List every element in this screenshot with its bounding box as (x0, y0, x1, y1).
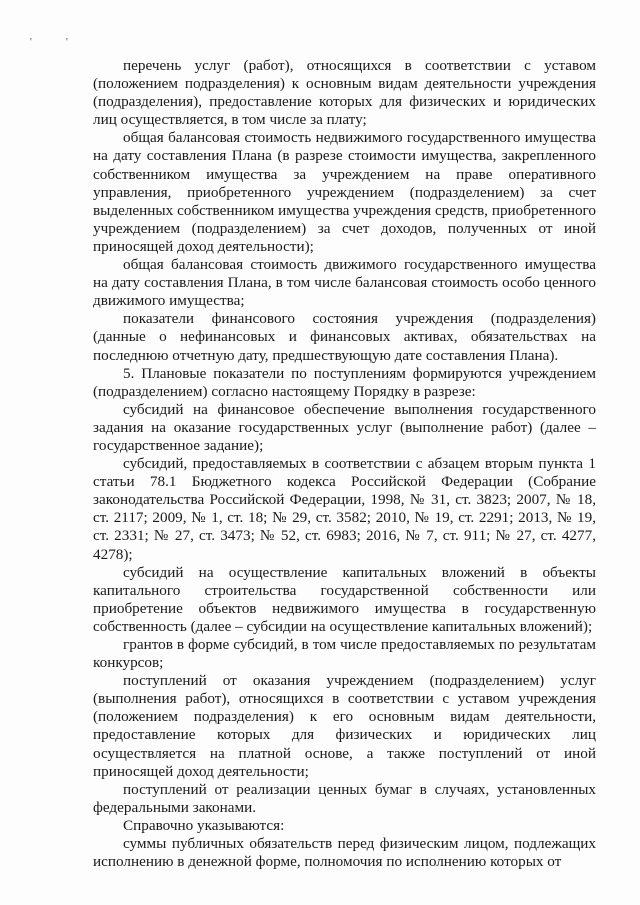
paragraph-real-estate-value: общая балансовая стоимость недвижимого государственного имущества на дату составления Плана (в разрезе стоимости имущества, закрепленного собственником имущества за учреждением на праве оперативного управления, приобретенного учреждением (подразделением) за счет выделенных собственником имущества учреждения средств, приобретенного учреждением (подразделением) за счет доходов, полученных от иной приносящей доход деятельности); (93, 129, 596, 255)
paragraph-financial-indicators: показатели финансового состояния учреждения (подразделения) (данные о нефинансовых и финансовых активах, обязательствах на последнюю отчетную дату, предшествующую дате составления Плана). (93, 310, 596, 364)
paragraph-securities: поступлений от реализации ценных бумаг в случаях, установленных федеральными законами. (93, 780, 596, 816)
paragraph-service-revenue: поступлений от оказания учреждением (подразделением) услуг (выполнения работ), относящихся в соответствии с уставом учреждения (положением подразделения) к его основным видам деятельности, предоставление которых для физических и юридических лиц осуществляется на платной основе, а также поступлений от иной приносящей доход деятельности; (93, 672, 596, 780)
paragraph-grants: грантов в форме субсидий, в том числе предоставляемых по результатам конкурсов; (93, 636, 596, 672)
paragraph-subsidy-capital-investment: субсидий на осуществление капитальных вложений в объекты капитального строительства государственной собственности или приобретение объектов недвижимого имущества в государственную собственность (далее – субсидии на осуществление капитальных вложений); (93, 563, 596, 635)
paragraph-movable-property-value: общая балансовая стоимость движимого государственного имущества на дату составления Плана, в том числе балансовая стоимость особо ценного движимого имущества; (93, 256, 596, 310)
scan-mark: ' (66, 37, 68, 48)
paragraph-section-5: 5. Плановые показатели по поступлениям формируются учреждением (подразделением) согласно настоящему Порядку в разрезе: (93, 364, 596, 400)
paragraph-subsidy-article-78: субсидий, предоставляемых в соответствии с абзацем вторым пункта 1 статьи 78.1 Бюджетного кодекса Российской Федерации (Собрание законодательства Российской Федерации, 1998, № 31, ст. 3823; 2007, № 18, ст. 2117; 2009, № 1, ст. 18; № 29, ст. 3582; 2010, № 19, ст. 2291; 2013, № 19, ст. 2331; № 27, ст. 3473; № 52, ст. 6983; 2016, № 7, ст. 911; № 27, ст. 4277, 4278); (93, 455, 596, 563)
document-body (93, 57, 596, 871)
paragraph-public-obligations: суммы публичных обязательств перед физическим лицом, подлежащих исполнению в денежной форме, полномочия по исполнению которых от (93, 835, 596, 871)
paragraph-subsidy-state-task: субсидий на финансовое обеспечение выполнения государственного задания на оказание государственных услуг (выполнение работ) (далее – государственное задание); (93, 400, 596, 454)
paragraph-reference-heading: Справочно указываются: (123, 816, 285, 834)
paragraph-services-list: перечень услуг (работ), относящихся в соответствии с уставом (положением подразделения) к основным видам деятельности учреждения (подразделения), предоставление которых для физических и юридических лиц осуществляется, в том числе за плату; (93, 57, 596, 129)
scan-mark: ' (30, 37, 32, 48)
